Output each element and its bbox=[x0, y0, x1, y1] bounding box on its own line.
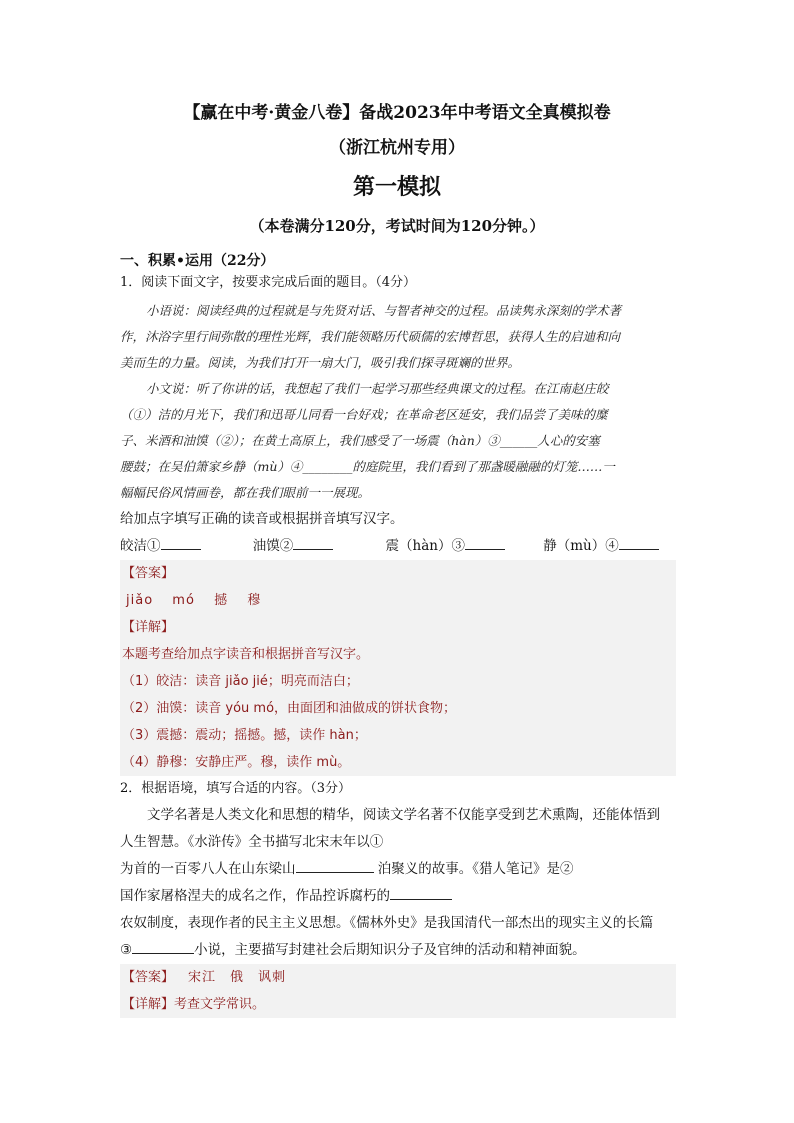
fill-item bbox=[543, 532, 676, 560]
exam-region: （浙江杭州专用） bbox=[329, 138, 465, 158]
question-1-answer-box bbox=[120, 560, 676, 776]
fill-label: 皎洁① bbox=[120, 538, 161, 554]
passage-line: （①）洁的月光下，我们和迅哥儿同看一台好戏；在革命老区延安，我们品尝了美味的糜 bbox=[120, 407, 608, 422]
passage-line: 文学名著是人类文化和思想的精华，阅读文学名著不仅能享受到艺术熏陶，还能体悟到 bbox=[147, 807, 660, 823]
answer-value: 讽刺 bbox=[258, 970, 287, 985]
question-1-passage bbox=[120, 298, 676, 506]
answer-value: 俄 bbox=[230, 970, 245, 985]
fill-item bbox=[386, 532, 519, 560]
detail-line: （2）油馍：读音 yóu mó，由面团和油做成的饼状食物； bbox=[122, 701, 457, 716]
passage-line: 小语说：阅读经典的过程就是与先贤对话、与智者神交的过程。品读隽永深刻的学术著 bbox=[146, 303, 622, 318]
answer-blank[interactable] bbox=[296, 858, 374, 873]
passage-line: 小文说：听了你讲的话，我想起了我们一起学习那些经典课文的过程。在江南赵庄皎 bbox=[146, 381, 609, 396]
detail-line: 本题考查给加点字读音和根据拼音写汉字。 bbox=[122, 647, 370, 662]
answer-row bbox=[122, 964, 674, 991]
passage-text: ③ bbox=[120, 942, 133, 958]
answer-blank[interactable] bbox=[161, 535, 201, 550]
answer-blank[interactable] bbox=[390, 885, 452, 900]
passage-text: 为首的一百零八人在山东梁山 bbox=[120, 861, 296, 877]
detail-line: （3）震撼：震动；摇撼。撼，读作 hàn； bbox=[122, 728, 367, 743]
answer-value: jiǎo bbox=[126, 593, 154, 608]
answer-blank[interactable] bbox=[293, 535, 333, 550]
passage-line: 作，沐浴字里行间弥散的理性光辉，我们能领略历代硕儒的宏博哲思，获得人生的启迪和向 bbox=[120, 329, 621, 344]
question-1-instruction: 给加点字填写正确的读音或根据拼音填写汉字。 bbox=[120, 511, 404, 527]
passage-line: 农奴制度，表现作者的民主主义思想。《儒林外史》是我国清代一部杰出的现实主义的长篇 bbox=[120, 915, 654, 931]
answer-blank[interactable] bbox=[465, 535, 505, 550]
exam-round: 第一模拟 bbox=[352, 174, 441, 200]
passage-line: 美而生的力量。阅读，为我们打开一扇大门，吸引我们探寻斑斓的世界。 bbox=[120, 355, 521, 370]
answer-value: 宋江 bbox=[188, 970, 217, 985]
answer-blank[interactable] bbox=[132, 939, 194, 954]
question-1-stem: 1．阅读下面文字，按要求完成后面的题目。（4分） bbox=[120, 275, 417, 290]
answer-values bbox=[174, 970, 300, 985]
detail-text: 考查文学常识。 bbox=[174, 997, 266, 1012]
exam-content bbox=[120, 250, 676, 1018]
passage-line bbox=[120, 856, 676, 883]
question-2-answer-box bbox=[120, 964, 676, 1018]
fill-item bbox=[253, 532, 386, 560]
passage-line: 幅幅民俗风情画卷，都在我们眼前一一展现。 bbox=[120, 485, 371, 500]
question-2-stem: 2．根据语境，填写合适的内容。（3分） bbox=[120, 781, 352, 796]
passage-line bbox=[120, 883, 676, 910]
passage-text: 泊聚义的故事。《猎人笔记》是② bbox=[377, 861, 574, 877]
answer-label: 【答案】 bbox=[122, 970, 175, 985]
detail-line: （4）静穆：安静庄严。穆，读作 mù。 bbox=[122, 755, 351, 770]
detail-label: 【详解】 bbox=[122, 620, 175, 635]
passage-line: 腰鼓；在吴伯箫家乡静（mù）④________的庭院里，我们看到了那盏暖融融的灯笼……一 bbox=[120, 459, 615, 474]
detail-row bbox=[122, 991, 674, 1018]
passage-line: 人生智慧。《水浒传》全书描写北宋末年以① bbox=[120, 834, 384, 850]
passage-line bbox=[120, 937, 676, 964]
passage-text: 国作家屠格涅夫的成名之作，作品控诉腐朽的 bbox=[120, 888, 390, 904]
exam-title: 【赢在中考·黄金八卷】备战2023年中考语文全真模拟卷 bbox=[183, 103, 611, 123]
answer-values bbox=[122, 587, 674, 614]
exam-note: （本卷满分120分，考试时间为120分钟。） bbox=[249, 217, 545, 235]
answer-value: mó bbox=[172, 593, 195, 608]
answer-label: 【答案】 bbox=[122, 566, 175, 581]
fill-label: 静（mù）④ bbox=[543, 538, 619, 554]
section-heading: 一、积累•运用（22分） bbox=[120, 253, 275, 269]
question-2-passage bbox=[120, 802, 676, 964]
answer-value: 穆 bbox=[247, 593, 262, 608]
detail-label: 【详解】 bbox=[122, 997, 175, 1012]
fill-label: 震（hàn）③ bbox=[385, 538, 465, 554]
passage-text: 小说，主要描写封建社会后期知识分子及官绅的活动和精神面貌。 bbox=[194, 942, 586, 958]
fill-label: 油馍② bbox=[252, 538, 294, 554]
question-1-fill-blanks bbox=[120, 532, 676, 560]
answer-blank[interactable] bbox=[619, 535, 659, 550]
fill-item bbox=[120, 532, 253, 560]
detail-line: （1）皎洁：读音 jiǎo jié；明亮而洁白； bbox=[122, 674, 359, 689]
passage-line: 子、米酒和油馍（②）；在黄土高原上，我们感受了一场震（hàn）③______人心的安塞 bbox=[120, 433, 600, 448]
answer-value: 撼 bbox=[214, 593, 229, 608]
